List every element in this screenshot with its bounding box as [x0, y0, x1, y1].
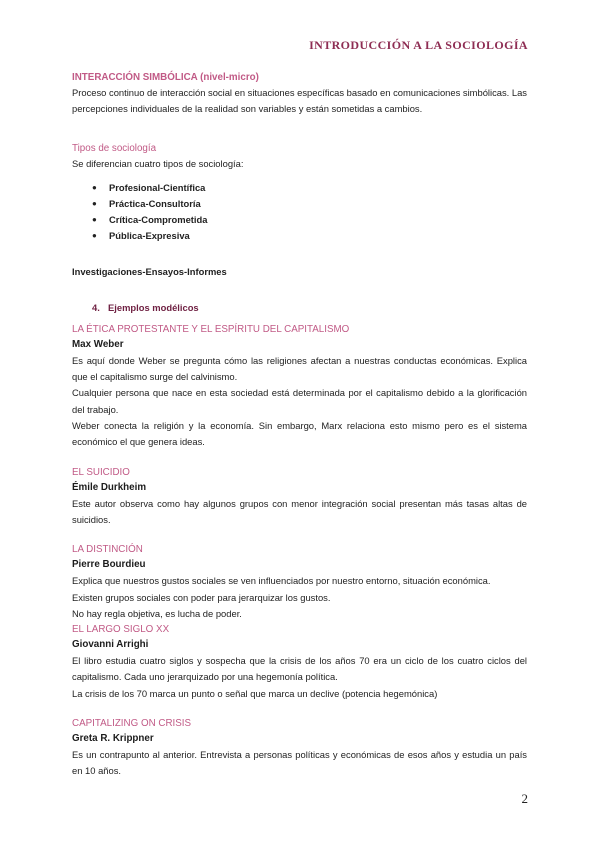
- paragraph: Este autor observa como hay algunos grupos con menor integración social presentan más tasas altas de suicidios.: [72, 497, 527, 525]
- paragraph: Es un contrapunto al anterior. Entrevista a personas políticas y económicas de esos años y estudia un país en 10 años.: [72, 749, 527, 777]
- author-name: Greta R. Krippner: [72, 733, 154, 745]
- paragraph: Cualquier persona que nace en esta sociedad está determinada por el capitalismo debido a la glorificación del trabajo.: [72, 387, 527, 415]
- numbered-heading: [72, 300, 527, 316]
- paragraph: La crisis de los 70 marca un punto o señal que marca un declive (potencia hegemónica): [72, 687, 438, 699]
- bullet-icon: ●: [92, 182, 97, 192]
- list-item: [92, 180, 527, 196]
- section-title: CAPITALIZING ON CRISIS: [72, 718, 192, 730]
- section-title: EL LARGO SIGLO XX: [72, 624, 170, 636]
- list-item-label: Pública-Expresiva: [109, 229, 190, 241]
- author-name: Pierre Bourdieu: [72, 559, 146, 571]
- paragraph: El libro estudia cuatro siglos y sospecha que la crisis de los años 70 era un ciclo de los cuatro ciclos del capitalismo. Cada uno jerarquizado por una hegemonía política.: [72, 655, 527, 683]
- heading-number: 4.: [92, 301, 100, 313]
- paragraph: Proceso continuo de interacción social en situaciones específicas basado en comunicaciones simbólicas. Las percepciones individuales de la realidad son variables y están sometidas a cambios.: [72, 87, 527, 115]
- section-etica: [72, 322, 527, 451]
- section-title: Tipos de sociología: [72, 142, 157, 154]
- paragraph: Explica que nuestros gustos sociales se ven influenciados por nuestro entorno, situación económica.: [72, 575, 491, 587]
- author-name: Giovanni Arrighi: [72, 639, 149, 651]
- paragraph: Es aquí donde Weber se pregunta cómo las religiones afectan a nuestras conductas económicas. Explica que el capitalismo surge del calvinismo.: [72, 354, 527, 383]
- list-item: [92, 212, 527, 228]
- paragraph: Weber conecta la religión y la economía. Sin embargo, Marx relaciona esto mismo pero es el sistema económico el que genera ideas.: [72, 420, 527, 448]
- paragraph: No hay regla objetiva, es lucha de poder.: [72, 607, 242, 619]
- page-number: 2: [521, 791, 528, 806]
- section-distincion: [72, 542, 527, 622]
- list-item: [92, 228, 527, 244]
- bullet-icon: ●: [92, 198, 97, 208]
- list-item-label: Crítica-Comprometida: [109, 213, 208, 225]
- bullet-icon: ●: [92, 214, 97, 224]
- heading-label: Ejemplos modélicos: [108, 301, 199, 313]
- section-tipos: [72, 141, 527, 244]
- section-title: INTERACCIÓN SIMBÓLICA (nivel-micro): [72, 72, 259, 83]
- section-title: LA ÉTICA PROTESTANTE Y EL ESPÍRITU DEL CAPITALISMO: [72, 323, 350, 335]
- list-item-label: Práctica-Consultoría: [109, 197, 201, 209]
- page-content: [72, 70, 527, 780]
- author-name: Émile Durkheim: [72, 481, 147, 493]
- running-header: INTRODUCCIÓN A LA SOCIOLOGÍA: [309, 38, 528, 52]
- paragraph: Se diferencian cuatro tipos de sociología:: [72, 157, 244, 169]
- section-capitalizing: [72, 716, 527, 780]
- investigaciones-line: Investigaciones-Ensayos-Informes: [72, 265, 227, 277]
- bullet-list: [72, 180, 527, 244]
- list-item: [92, 196, 527, 212]
- bullet-icon: ●: [92, 230, 97, 240]
- section-title: EL SUICIDIO: [72, 466, 130, 478]
- paragraph: Existen grupos sociales con poder para jerarquizar los gustos.: [72, 591, 331, 603]
- author-name: Max Weber: [72, 338, 124, 350]
- list-item-label: Profesional-Científica: [109, 181, 206, 193]
- section-title: LA DISTINCIÓN: [72, 544, 143, 556]
- section-interaccion: [72, 70, 527, 118]
- section-suicidio: [72, 465, 527, 529]
- section-largo-siglo: [72, 622, 527, 702]
